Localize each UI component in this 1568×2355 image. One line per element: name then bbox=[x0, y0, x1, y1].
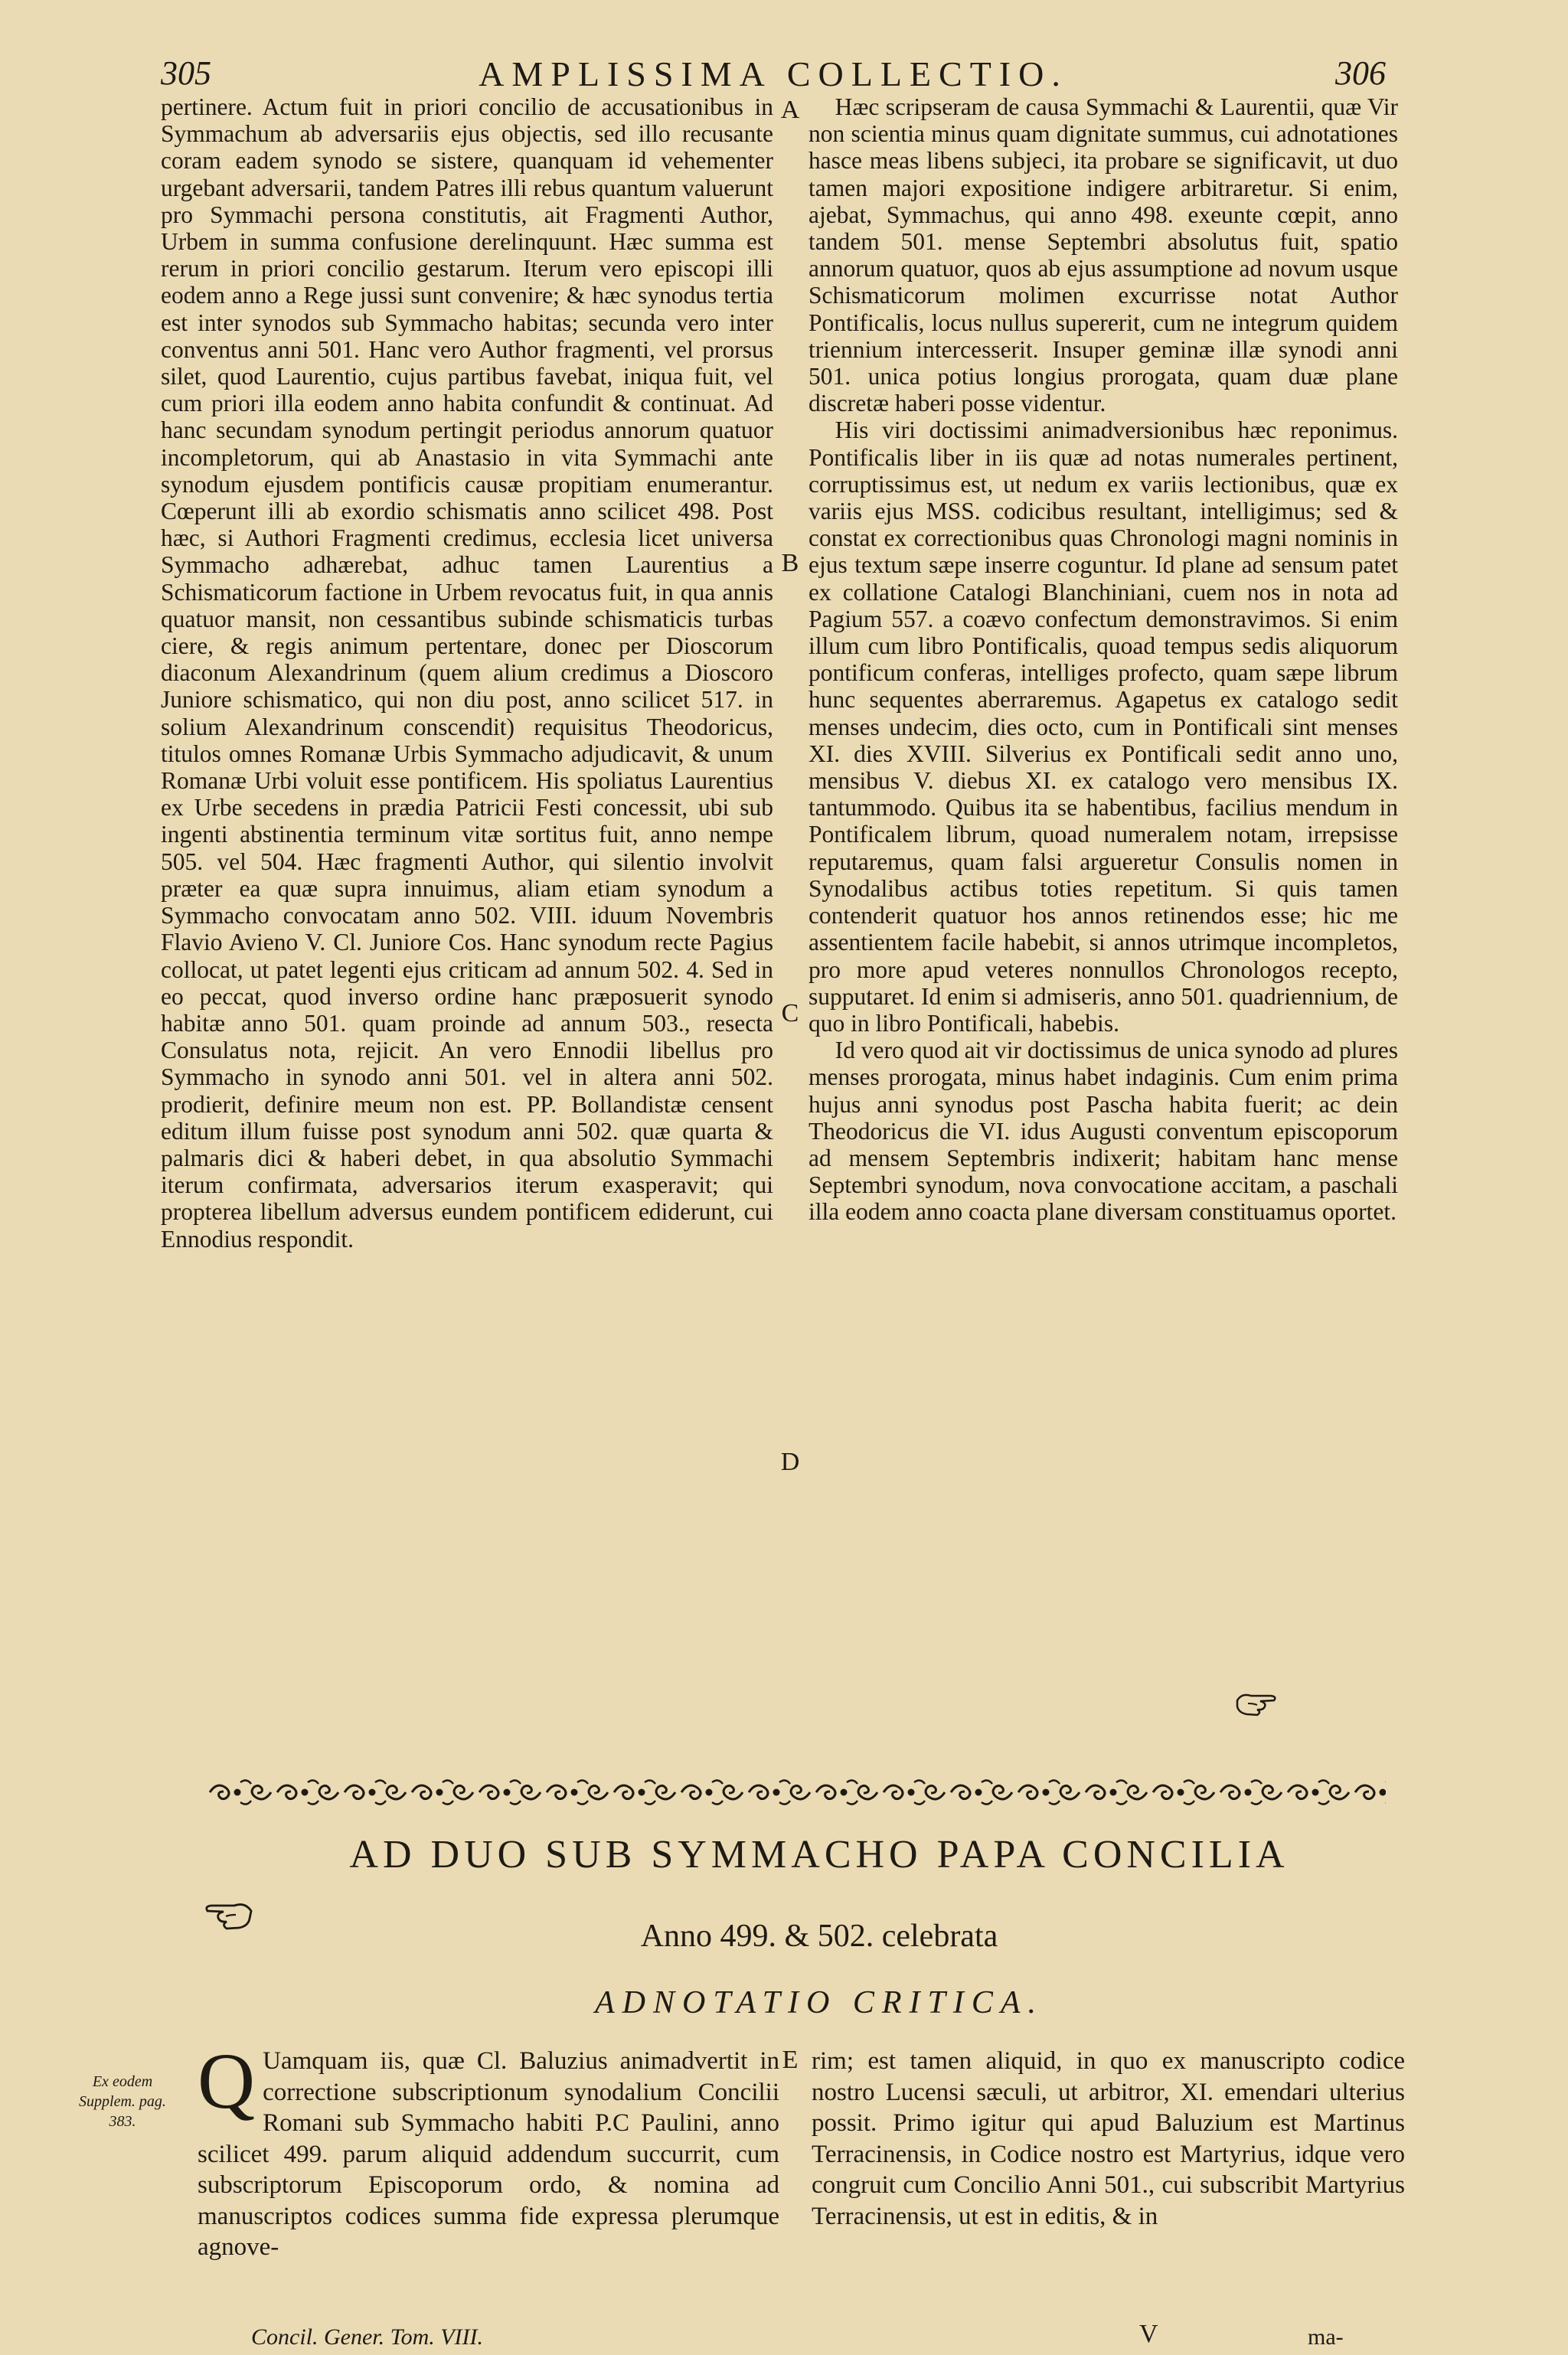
catchword: ma- bbox=[1308, 2324, 1344, 2350]
footer bbox=[251, 2320, 1400, 2355]
section-letter-c: C bbox=[781, 999, 799, 1027]
margin-note: Ex eodem Supplem. pag. 383. bbox=[79, 2073, 166, 2130]
running-head bbox=[161, 54, 1386, 100]
section-subtitle: Anno 499. & 502. celebrata bbox=[640, 1919, 998, 1954]
section-title: AD DUO SUB SYMMACHO PAPA CONCILIA bbox=[349, 1833, 1289, 1876]
pointing-hand-icon bbox=[1234, 1687, 1280, 1717]
section-letter-a: A bbox=[780, 96, 800, 124]
annotation-left-text: Uamquam iis, quæ Cl. Baluzius animadvertit in correctione subscriptionum synodalium Concilii Romani sub Symmacho habiti P.C Paulini, anno scilicet 499. parum aliquid addendum succurrit, cum subscriptorum Episcoporum ordo, & nomina ad manuscriptos codices summa fide expressa plerumque agnove- bbox=[198, 2047, 779, 2261]
annotation-right-paragraph: rim; est tamen aliquid, in quo ex manuscripto codice nostro Lucensi sæculi, ut arbitror, XI. emendari ulterius possit. Primo igitur qui apud Baluzium est Martinus Terracinensis, in Codice nostro est Martyrius, idque vero congruit cum Concilio Anni 501., cui subscribit Martyrius Terracinensis, ut est in editis, & in bbox=[812, 2047, 1405, 2230]
signature-mark: V bbox=[1139, 2320, 1158, 2348]
annotation-left-column bbox=[198, 2037, 779, 2263]
right-column-paragraph: His viri doctissimi animadversionibus hæc reponimus. Pontificalis liber in iis quæ ad notas numerales pertinent, corruptissimus est, ut nedum ex variis lectionibus, quæ ex variis ejus MSS. codicibus resultant, intelligimus; sed & constat ex correctionibus quas Chronologi magni nominis in ejus textum sæpe inserre coguntur. Id plane ad sensum patet ex collatione Catalogi Blanchiniani, cuem nos in nota ad Pagium 557. a coævo confectum demonstravimos. Si enim illum cum libro Pontificalis, quoad tempus sedis aliquorum pontificum conferas, intelliges profecto, quam sæpe librum hunc sequentes aberraremus. Agapetus ex catalogo sedit menses undecim, dies octo, cum in Pontificali sint menses XI. dies XVIII. Silverius ex Pontificali sedit anno uno, mensibus V. diebus XI. ex catalogo vero mensibus IX. tantummodo. Quibus ita se habentibus, facilius mendum in Pontificalem librum, quoad numeralem notam, irrepsisse reputaremus, quam falsi argueretur Consulis nomen in Synodalibus actibus toties repetitum. Si quis tamen contenderit quatuor hos annos retinendos esse; hic me assentientem facile habebit, si annos utrimque incompletos, pro more apud veteres nonnullos Chronologos recepto, supputaret. Id enim si admiseris, anno 501. quadriennium, de quo in libro Pontificali, habebis. bbox=[808, 416, 1398, 1037]
right-column-paragraph: Hæc scripseram de causa Symmachi & Laurentii, quæ Vir non scientia minus quam dignitate summus, cui adnotationes hasce meas libens subjeci, ita probare se significavit, ut duo tamen majori expositione indigere arbitraretur. Si enim, ajebat, Symmachus, qui anno 498. exeunte cœpit, anno tandem 501. mense Septembri absolutus fuit, spatio annorum quatuor, quos ab ejus assumptione ad novum usque Schismaticorum molimen excurrisse notat Author Pontificalis, locus nullus supererit, cum ne integrum quidem triennium intercesserit. Insuper geminæ illæ synodi anni 501. unica potius longius prorogata, quam duæ plane discretæ haberi posse videntur. bbox=[808, 93, 1398, 417]
annotation-right-column bbox=[812, 2046, 1405, 2232]
left-page-number: 305 bbox=[161, 54, 211, 92]
drop-cap: Q bbox=[198, 2037, 256, 2125]
section-heading: ADNOTATIO CRITICA. bbox=[594, 1985, 1044, 2020]
fleuron-ornament bbox=[207, 1775, 1386, 1810]
section-letter-d: D bbox=[780, 1448, 800, 1476]
left-column bbox=[161, 93, 773, 1253]
right-column bbox=[808, 93, 1398, 1226]
right-page-number: 306 bbox=[1335, 54, 1386, 92]
left-column-paragraph: pertinere. Actum fuit in priori concilio de accusationibus in Symmachum ab adversariis ejus objectis, sed illo recusante coram eadem synodo se sistere, quanquam id vehementer urgebant adversarii, tandem Patres illi rebus quantum valuerunt pro Symmachi persona constitutis, ait Fragmenti Author, Urbem in summa confusione derelinquunt. Hæc summa est rerum in priori concilio gestarum. Iterum vero episcopi illi eodem anno a Rege jussi sunt convenire; & hæc synodus tertia est inter synodos sub Symmacho habitas; secunda vero inter conventus anni 501. Hanc vero Author fragmenti, vel prorsus silet, quod Laurentio, cujus partibus favebat, iniqua fuit, vel cum priori illa eodem anno habita confundit & continuat. Ad hanc secundam synodum pertingit periodus annorum quatuor incompletorum, qui ab Anastasio in vita Symmachi ante synodum ejusdem pontificis causæ propitiam enumerantur. Cœperunt illi ab exordio schismatis anno scilicet 498. Post hæc, si Authori Fragmenti credimus, ecclesia licet universa Symmacho adhærebat, adhuc tamen Laurentius a Schismaticorum factione in Urbem revocatus fuit, in qua annis quatuor mansit, non cessantibus subinde schismaticis turbas ciere, & regis animum pertentare, donec per Dioscorum diaconum Alexandrinum (quem alium credimus a Dioscoro Juniore schismatico, qui non diu post, anno scilicet 517. in solium Alexandrinum conscendit) requisitus Theodoricus, titulos omnes Romanæ Urbis Symmacho adjudicavit, & unum Romanæ Urbi voluit esse pontificem. His spoliatus Laurentius ex Urbe secedens in prædia Patricii Festi concessit, ubi sub ingenti abstinentia terminum vitæ sortitus fuit, anno nempe 505. vel 504. Hæc fragmenti Author, qui silentio involvit præter ea quæ supra innuimus, aliam etiam synodum a Symmacho convocatam anno 502. VIII. iduum Novembris Flavio Avieno V. Cl. Juniore Cos. Hanc synodum recte Pagius collocat, ut patet legenti ejus criticam ad annum 502. 4. Sed in eo peccat, quod inverso ordine hanc præposuerit synodo habitæ anno 501. quam proinde ad annum 503., resecta Consulatus nota, rejicit. An vero Ennodii libellus pro Symmacho in synodo anni 501. vel in altera anni 502. prodierit, definire meum non est. PP. Bollandistæ censent editum illum fuisse post synodum anni 502. quæ quarta & palmaris dici & haberi debet, in qua absolutio Symmachi iterum confirmata, adversarios iterum exasperavit; qui propterea libellum adversus eundem pontificem ediderunt, cui Ennodius respondit. bbox=[161, 93, 773, 1253]
running-title: AMPLISSIMA COLLECTIO. bbox=[479, 54, 1068, 93]
right-column-paragraph: Id vero quod ait vir doctissimus de unica synodo ad plures menses prorogata, minus habet indaginis. Cum enim prima hujus anni synodus post Pascha habita fuerit; ac dein Theodoricus die VI. idus Augusti conventum episcoporum ad mensem Septembris indixerit; habitam hanc mense Septembri synodum, nova convocatione accitam, a paschali illa eodem anno coacta plane diversam constituamus oportet. bbox=[808, 1037, 1398, 1226]
footer-title: Concil. Gener. Tom. VIII. bbox=[251, 2324, 484, 2350]
section-letter-b: B bbox=[781, 549, 799, 577]
annotation-left-paragraph bbox=[198, 2037, 779, 2263]
section-letter-e: E bbox=[782, 2046, 799, 2074]
